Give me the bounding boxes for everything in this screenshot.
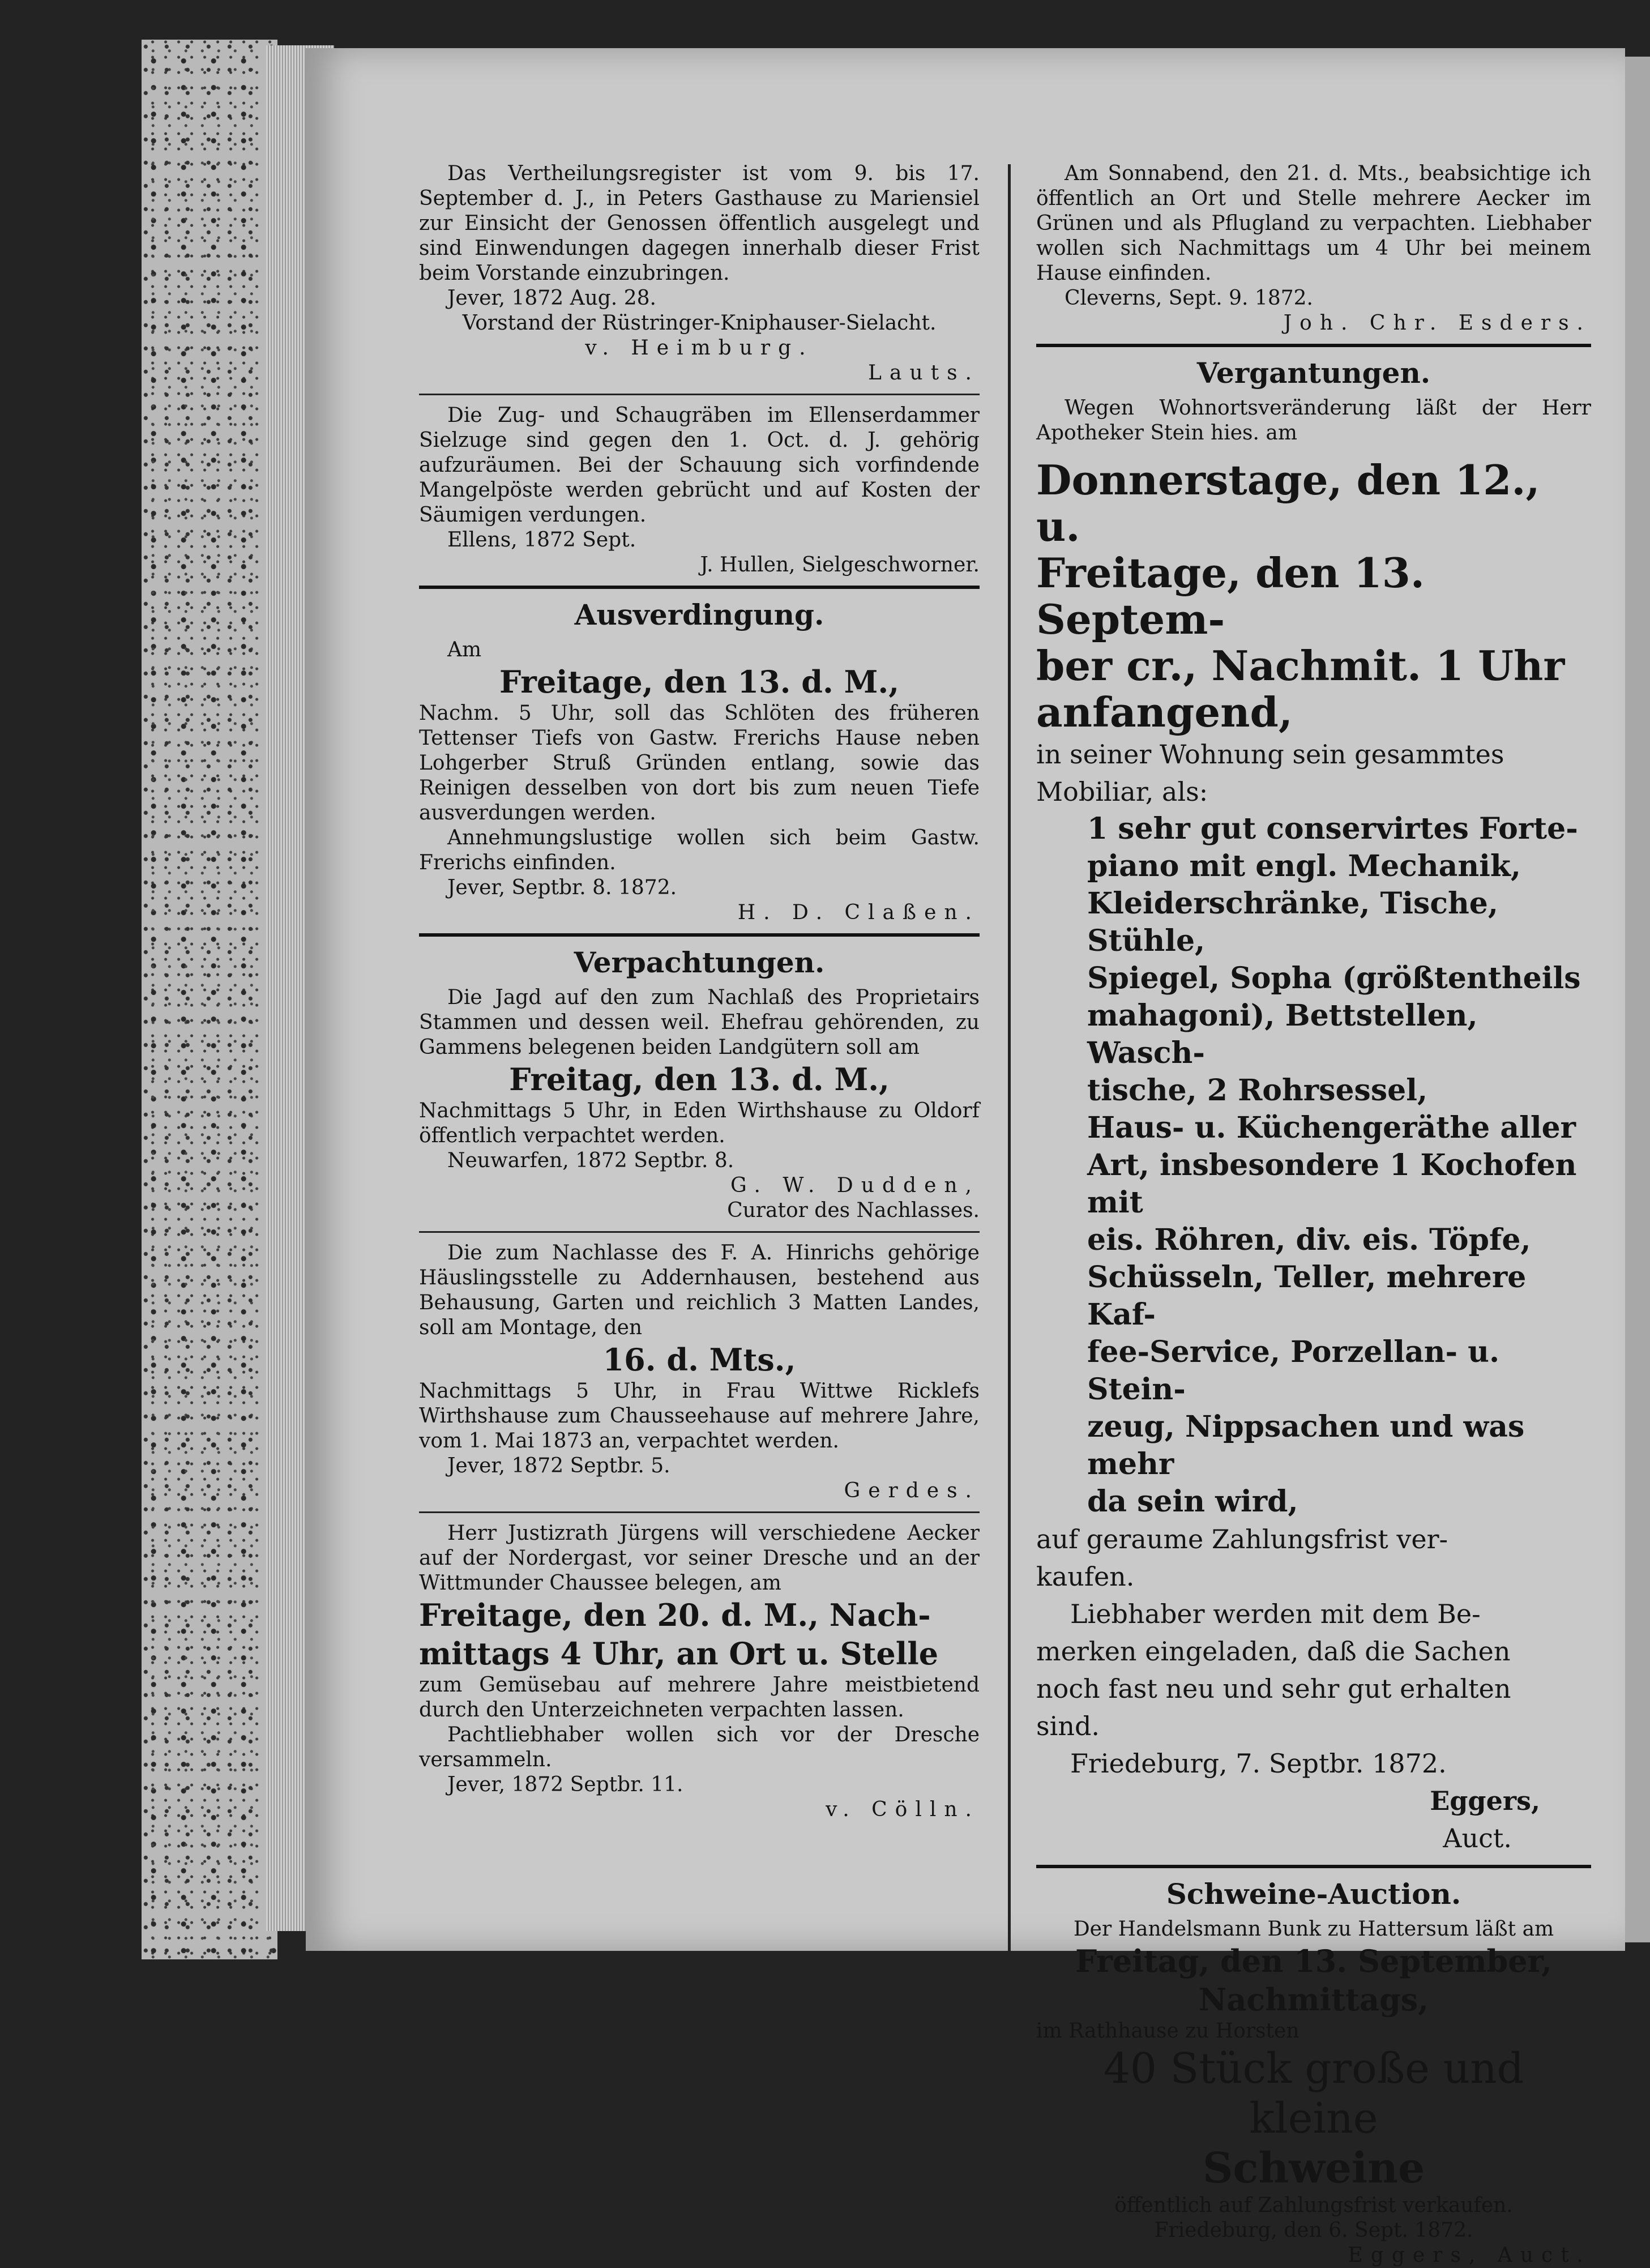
- separator-rule: [419, 586, 980, 589]
- signature: G. W. Dudden,: [730, 1174, 980, 1197]
- separator-rule: [1036, 344, 1591, 347]
- signature: v. Heimburg.: [585, 336, 814, 360]
- notice-zuggraeben: [419, 403, 980, 578]
- notice-date: Jever, 1872 Septbr. 5.: [447, 1454, 670, 1477]
- notice-date-highlight: mittags 4 Uhr, an Ort u. Stelle: [419, 1635, 939, 1672]
- list-item: Art, insbesondere 1 Kochofen mit: [1087, 1148, 1577, 1220]
- notice-huge-line: Schweine: [1202, 2144, 1425, 2193]
- notice-date-highlight: Freitag, den 13. September,: [1075, 1943, 1552, 1979]
- list-item: zeug, Nippsachen und was mehr: [1087, 1410, 1525, 1481]
- notice-body: Annehmungslustige wollen sich beim Gastw. Frerichs einfinden.: [419, 826, 980, 874]
- notice-body: Herr Justizrath Jürgens will verschiedene Aecker auf der Nordergast, vor seiner Dresche und an der Wittmunder Chaussee belegen, am: [419, 1522, 980, 1595]
- notice-body: zum Gemüsebau auf mehrere Jahre meistbietend durch den Unterzeichneten verpachten lassen.: [419, 1673, 980, 1722]
- section-heading: Vergantungen.: [1196, 356, 1431, 390]
- notice-body: merken eingeladen, daß die Sachen: [1036, 1636, 1511, 1667]
- list-item: fee-Service, Porzellan- u. Stein-: [1087, 1335, 1500, 1407]
- notice-body: Nachmittags 5 Uhr, in Frau Wittwe Ricklefs Wirthshause zum Chausseehause auf mehrere Jahre, vom 1. Mai 1873 an, verpachtet werden.: [419, 1379, 980, 1453]
- left-column: [419, 161, 980, 1822]
- notice-body: im Rathhause zu Horsten: [1036, 2019, 1300, 2043]
- separator-rule: [419, 394, 980, 395]
- signature: J. Hullen, Sielgeschworner.: [700, 553, 980, 576]
- notice-body: Wegen Wohnortsveränderung läßt der Herr Apotheker Stein hies. am: [1036, 396, 1591, 445]
- signature: Eggers, Auct.: [1348, 2244, 1591, 2267]
- notice-body: Die Jagd auf den zum Nachlaß des Proprietairs Stammen und dessen weil. Ehefrau gehörenden, zu Gammens belegenen beiden Landgütern soll am: [419, 986, 980, 1059]
- notice-verpachtungen: [419, 945, 980, 1223]
- section-heading: Schweine-Auction.: [1166, 1877, 1461, 1911]
- list-item: mahagoni), Bettstellen, Wasch-: [1087, 998, 1478, 1070]
- signature: Lauts.: [868, 361, 980, 385]
- notice-body: Nachm. 5 Uhr, soll das Schlöten des früheren Tettenser Tiefs von Gastw. Frerichs Hause neben Lohgerber Struß Gründen entlang, sowie das Reinigen desselben von dort bis zum neuen Tiefe ausverdungen werden.: [419, 702, 980, 825]
- notice-date-highlight: Freitage, den 13. Septem-: [1036, 549, 1425, 643]
- notice-date: Ellens, 1872 Sept.: [447, 528, 636, 552]
- notice-date-highlight: Donnerstage, den 12., u.: [1036, 456, 1540, 550]
- list-item: eis. Röhren, div. eis. Töpfe,: [1087, 1223, 1531, 1257]
- signature: Gerdes.: [844, 1479, 980, 1502]
- notice-body: in seiner Wohnung sein gesammtes: [1036, 739, 1504, 770]
- notice-date-highlight: Freitag, den 13. d. M.,: [509, 1061, 890, 1097]
- notice-date-highlight: 16. d. Mts.,: [602, 1342, 796, 1378]
- list-item: tische, 2 Rohrsessel,: [1087, 1073, 1428, 1108]
- list-item: piano mit engl. Mechanik,: [1087, 849, 1521, 883]
- notice-body: Pachtliebhaber wollen sich vor der Dresche versammeln.: [419, 1723, 980, 1771]
- notice-ausverdingung: [419, 597, 980, 925]
- notice-body: Am Sonnabend, den 21. d. Mts., beabsichtige ich öffentlich an Ort und Stelle mehrere Aecker im Grünen und als Pflugland zu verpachten. Liebhaber wollen sich Nachmittags um 4 Uhr bei meinem Hause einfinden.: [1036, 162, 1591, 285]
- notice-body: Die zum Nachlasse des F. A. Hinrichs gehörige Häuslingsstelle zu Addernhausen, bestehend aus Behausung, Garten und reichlich 3 Matten Landes, soll am Montage, den: [419, 1241, 980, 1339]
- notice-date-highlight: ber cr., Nachmit. 1 Uhr: [1036, 642, 1565, 690]
- facing-page-edge: [1625, 57, 1650, 1942]
- right-column: [1036, 161, 1591, 2268]
- notice-date: Jever, 1872 Septbr. 11.: [447, 1773, 683, 1796]
- section-heading: Verpachtungen.: [574, 946, 825, 979]
- item-list: [1036, 810, 1591, 1520]
- signature-role: Auct.: [1443, 1823, 1512, 1853]
- notice-body: Das Vertheilungsregister ist vom 9. bis 17. September d. J., in Peters Gasthause zu Mariensiel zur Einsicht der Genossen öffentlich ausgelegt und sind Einwendungen dagegen innerhalb dieser Frist beim Vorstande einzubringen.: [419, 162, 980, 285]
- separator-rule: [419, 1511, 980, 1513]
- notice-board: Vorstand der Rüstringer-Kniphauser-Sielacht.: [462, 311, 937, 335]
- notice-date: Jever, Septbr. 8. 1872.: [447, 876, 677, 899]
- signature: H. D. Claßen.: [737, 901, 980, 924]
- notice-body: Die Zug- und Schaugräben im Ellenserdammer Sielzuge sind gegen den 1. Oct. d. J. gehörig aufzuräumen. Bei der Schauung sich vorfindende Mangelpöste werden gebrücht und auf Kosten der Säumigen verdungen.: [419, 404, 980, 527]
- notice-vergantungen: [1036, 355, 1591, 1857]
- notice-date: Cleverns, Sept. 9. 1872.: [1065, 287, 1313, 310]
- notice-date: Friedeburg, den 6. Sept. 1872.: [1154, 2219, 1473, 2242]
- notice-body: Liebhaber werden mit dem Be-: [1070, 1599, 1481, 1629]
- section-heading: Ausverdingung.: [574, 598, 824, 631]
- notice-date-highlight: Freitage, den 20. d. M., Nach-: [419, 1597, 931, 1633]
- separator-rule: [1036, 1865, 1591, 1868]
- notice-body: Nachmittags 5 Uhr, in Eden Wirthshause zu Oldorf öffentlich verpachtet werden.: [419, 1099, 980, 1147]
- notice-vertheilungsregister: [419, 161, 980, 386]
- list-item: Spiegel, Sopha (größtentheils: [1087, 961, 1581, 996]
- notice-schweine-auction: [1036, 1876, 1591, 2268]
- separator-rule: [419, 1231, 980, 1233]
- notice-body: kaufen.: [1036, 1561, 1135, 1592]
- notice-body: sind.: [1036, 1711, 1100, 1741]
- notice-date-highlight: Freitage, den 13. d. M.,: [499, 664, 899, 700]
- marbled-book-edge: [142, 40, 277, 1959]
- notice-date: Neuwarfen, 1872 Septbr. 8.: [447, 1149, 734, 1172]
- notice-aecker-nordergast: [419, 1521, 980, 1822]
- notice-time-highlight: Nachmittags,: [1199, 1981, 1429, 2018]
- notice-sonnabend: [1036, 161, 1591, 336]
- notice-am: Am: [447, 638, 482, 661]
- list-item: Haus- u. Küchengeräthe aller: [1087, 1110, 1576, 1145]
- signature: v. Cölln.: [826, 1798, 980, 1821]
- list-item: 1 sehr gut conservirtes Forte-: [1087, 811, 1578, 846]
- column-divider: [1008, 164, 1011, 1954]
- notice-body: noch fast neu und sehr gut erhalten: [1036, 1673, 1511, 1704]
- list-item: da sein wird,: [1087, 1484, 1298, 1519]
- signature-role: Curator des Nachlasses.: [727, 1199, 980, 1222]
- list-item: Schüsseln, Teller, mehrere Kaf-: [1087, 1260, 1527, 1332]
- notice-body: auf geraume Zahlungsfrist ver-: [1036, 1524, 1448, 1554]
- notice-huge-line: 40 Stück große und kleine: [1103, 2044, 1524, 2143]
- signature: Eggers,: [1430, 1786, 1540, 1816]
- notice-date: Friedeburg, 7. Septbr. 1872.: [1070, 1748, 1447, 1779]
- separator-rule: [419, 933, 980, 937]
- notice-date-highlight: anfangend,: [1036, 688, 1293, 736]
- notice-body: öffentlich auf Zahlungsfrist verkaufen.: [1114, 2194, 1513, 2217]
- signature: Joh. Chr. Esders.: [1283, 311, 1591, 335]
- notice-date: Jever, 1872 Aug. 28.: [447, 287, 656, 310]
- notice-body: Der Handelsmann Bunk zu Hattersum läßt am: [1073, 1917, 1554, 1941]
- notice-haeuslingsstelle: [419, 1241, 980, 1504]
- notice-body: Mobiliar, als:: [1036, 776, 1208, 807]
- list-item: Kleiderschränke, Tische, Stühle,: [1087, 886, 1498, 958]
